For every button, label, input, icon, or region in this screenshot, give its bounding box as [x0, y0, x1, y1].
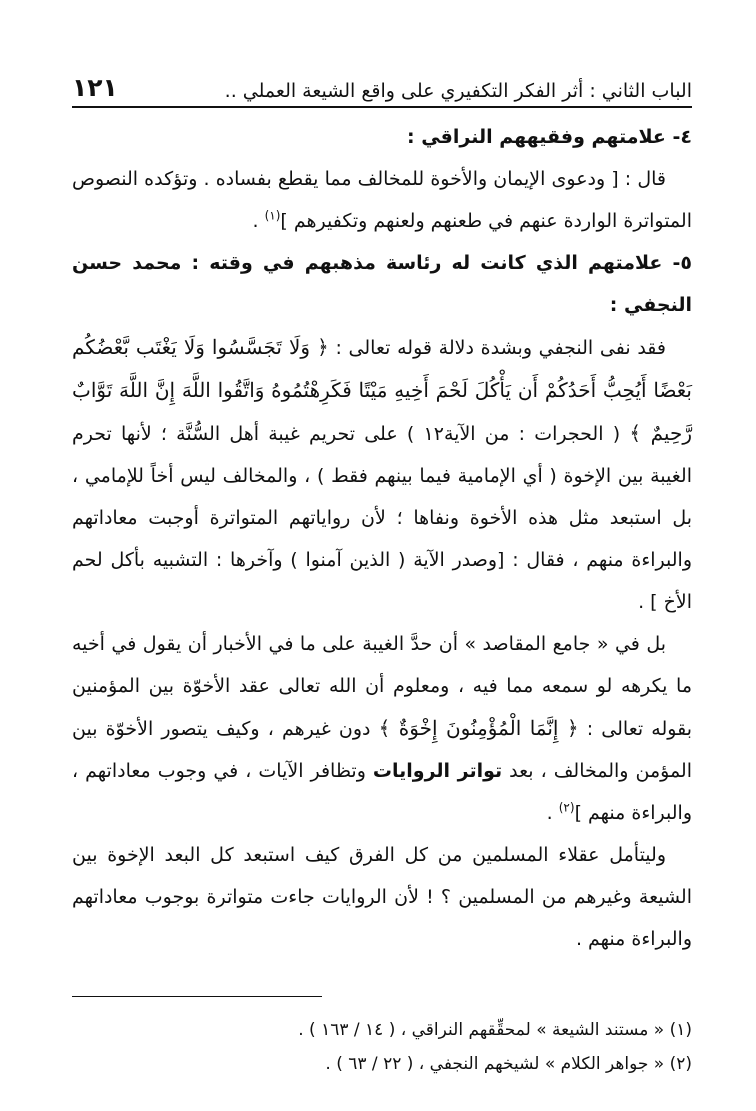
quran-verse: ﴿ إِنَّمَا الْمُؤْمِنُونَ إِخْوَةٌ ﴾ [378, 716, 579, 740]
paragraph-text: دون غيرهم ، وكيف يتصور الأخوّة بين المؤمن والمخالف ، بعد [72, 718, 692, 782]
bold-phrase: تواتر الروايات [372, 760, 503, 782]
section-heading-5: ٥- علامتهم الذي كانت له رئاسة مذهبهم في وقته : محمد حسن النجفي : [72, 252, 692, 316]
paragraph-text: ( الحجرات : من الآية١٢ ) على تحريم غيبة أهل السُّنَّة ؛ لأنها تحرم الغيبة بين الإخوة ( أي الإمامية فيما بينهم فقط ) ، والمخالف ليس أخاً للإمامي ، بل استبعد مثل هذه الأخوة ونفاها ؛ لأن رواياتهم المتواترة أوجبت معاداتهم والبراءة منهم ، فقال : [وصدر الآية ( الذين آمنوا ) وآخرها : التشبيه بأكل لحم الأخ ] . [72, 423, 692, 613]
paragraph-najafi [72, 326, 692, 623]
footnote-ref-1: (١) [264, 208, 281, 223]
paragraph-conclusion: وليتأمل عقلاء المسلمين من كل الفرق كيف استبعد كل البعد الإخوة بين الشيعة وغيرهم من المسلمين ؟ ! لأن الروايات جاءت متواترة بوجوب معاداتهم والبراءة منهم . [72, 844, 692, 950]
footnote-ref-2: (٢) [558, 800, 575, 815]
footnote-divider [72, 996, 322, 997]
paragraph-text: قال : [ ودعوى الإيمان والأخوة للمخالف مما يقطع بفساده . وتؤكده النصوص المتواترة الواردة عنهم في طعنهم ولعنهم وتكفيرهم ] [72, 168, 692, 232]
paragraph-text: بل في « جامع المقاصد » أن حدَّ الغيبة على ما في الأخبار أن يقول في أخيه ما يكرهه لو سمعه مما فيه ، ومعلوم أن الله تعالى عقد الأخوّة بين المؤمنين بقوله تعالى : [72, 633, 692, 740]
footnote-2: (٢) « جواهر الكلام » لشيخهم النجفي ، ( ٢٢ / ٦٣ ) . [325, 1054, 692, 1074]
paragraph-text: فقد نفى النجفي وبشدة دلالة قوله تعالى : [328, 337, 666, 359]
paragraph-text: . [546, 802, 559, 824]
quran-verse: ﴿ وَلَا تَجَسَّسُوا وَلَا يَغْتَب بَّعْضُكُم بَعْضًا أَيُحِبُّ أَحَدُكُمْ أَن يَأْكُلَ لَحْمَ أَخِيهِ مَيْتًا فَكَرِهْتُمُوهُ وَاتَّقُوا اللَّهَ إِنَّ اللَّهَ تَوَّابٌ رَّحِيمٌ ﴾ [72, 335, 692, 445]
footnotes [72, 1013, 692, 1081]
paragraph-text: وتظافر الآيات ، في وجوب معاداتهم ، والبراءة منهم ] [72, 760, 692, 824]
paragraph-naraqi [72, 158, 692, 242]
running-title: الباب الثاني : أثر الفكر التكفيري على واقع الشيعة العملي .. [224, 80, 692, 102]
section-heading-4: ٤- علامتهم وفقيههم النراقي : [407, 126, 692, 148]
page-header [72, 62, 692, 108]
book-page [72, 62, 692, 1081]
paragraph-text: . [252, 210, 265, 232]
paragraph-jami-al-maqasid [72, 623, 692, 834]
page-body [72, 116, 692, 960]
footnote-1: (١) « مستند الشيعة » لمحقِّقهم النراقي ، ( ١٤ / ١٦٣ ) . [298, 1020, 692, 1040]
page-number: ١٢١ [72, 73, 118, 102]
